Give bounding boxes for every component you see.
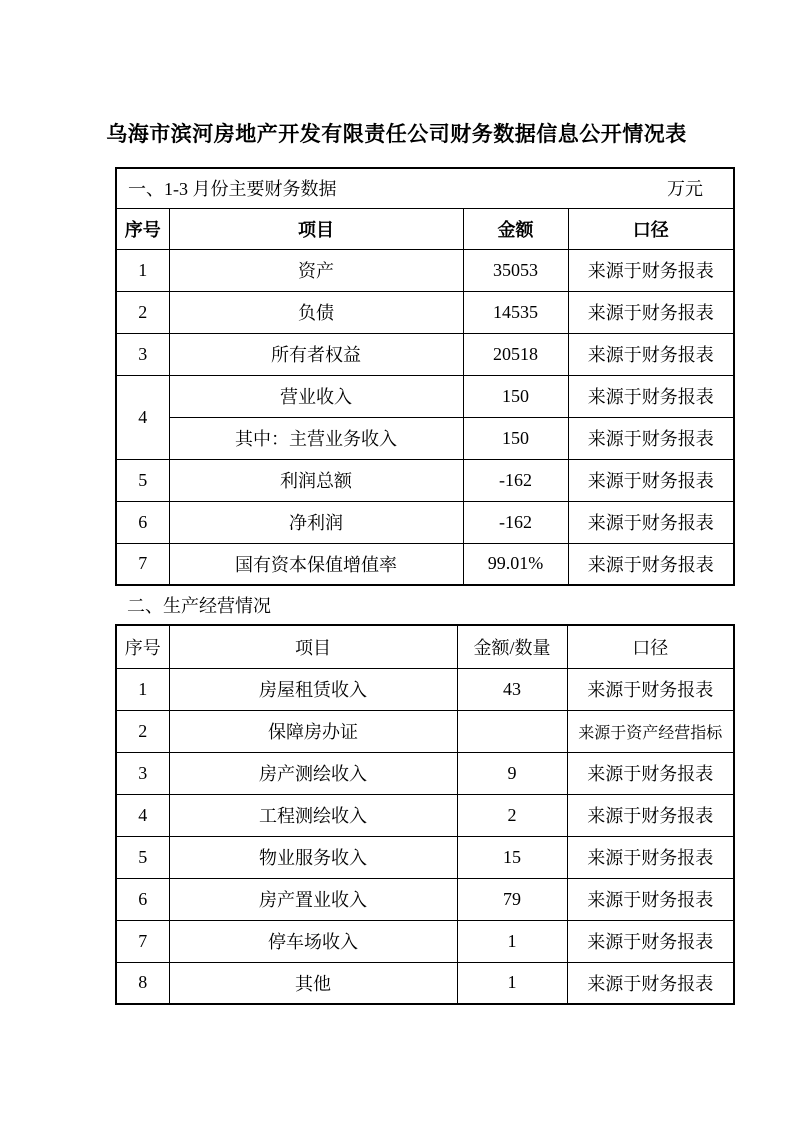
- table-header-row: [116, 208, 734, 249]
- source-cell: 来源于财务报表: [567, 878, 734, 920]
- item-cell: 所有者权益: [169, 333, 463, 375]
- table-row: [116, 710, 734, 752]
- amount-cell: 14535: [463, 291, 568, 333]
- section2-heading: 二、生产经营情况: [127, 596, 271, 616]
- financial-data-table: [115, 167, 735, 586]
- table-row: [116, 291, 734, 333]
- no-cell: 2: [116, 291, 169, 333]
- amount-cell: 35053: [463, 249, 568, 291]
- item-cell: 房屋租赁收入: [169, 668, 457, 710]
- source-cell: 来源于财务报表: [568, 501, 734, 543]
- amount-cell: 150: [463, 417, 568, 459]
- col-header-item: 项目: [169, 625, 457, 668]
- table-row: [116, 962, 734, 1004]
- no-cell: 3: [116, 752, 169, 794]
- source-cell: 来源于财务报表: [567, 752, 734, 794]
- item-cell: 净利润: [169, 501, 463, 543]
- amount-cell: 15: [457, 836, 567, 878]
- no-cell: 2: [116, 710, 169, 752]
- no-cell: 1: [116, 249, 169, 291]
- item-cell: 工程测绘收入: [169, 794, 457, 836]
- col-header-amount: 金额: [463, 208, 568, 249]
- table-row: [116, 459, 734, 501]
- item-cell: 利润总额: [169, 459, 463, 501]
- amount-cell: [457, 710, 567, 752]
- amount-cell: -162: [463, 459, 568, 501]
- table-row: [116, 249, 734, 291]
- source-cell: 来源于财务报表: [567, 920, 734, 962]
- item-cell: 物业服务收入: [169, 836, 457, 878]
- table-row: [116, 752, 734, 794]
- item-cell: 负债: [169, 291, 463, 333]
- amount-cell: 2: [457, 794, 567, 836]
- source-cell: 来源于财务报表: [568, 291, 734, 333]
- col-header-item: 项目: [169, 208, 463, 249]
- amount-cell: -162: [463, 501, 568, 543]
- item-cell: 房产测绘收入: [169, 752, 457, 794]
- table-row: [116, 836, 734, 878]
- table-row: [116, 375, 734, 417]
- source-cell: 来源于财务报表: [567, 836, 734, 878]
- item-cell: 营业收入: [169, 375, 463, 417]
- col-header-source: 口径: [567, 625, 734, 668]
- item-cell: 房产置业收入: [169, 878, 457, 920]
- item-cell: 其中：主营业务收入: [169, 417, 463, 459]
- unit-label: 万元: [667, 179, 703, 200]
- no-cell: 3: [116, 333, 169, 375]
- amount-cell: 99.01%: [463, 543, 568, 585]
- no-cell: 6: [116, 501, 169, 543]
- source-cell: 来源于财务报表: [568, 333, 734, 375]
- amount-cell: 20518: [463, 333, 568, 375]
- table-row: [116, 501, 734, 543]
- item-cell: 停车场收入: [169, 920, 457, 962]
- item-cell: 保障房办证: [169, 710, 457, 752]
- table-row: [116, 543, 734, 585]
- table-caption-row: [116, 168, 734, 208]
- table-row: [116, 417, 734, 459]
- production-operations-table: [115, 624, 735, 1005]
- table-row: [116, 920, 734, 962]
- no-cell: 7: [116, 543, 169, 585]
- table-row: [116, 333, 734, 375]
- amount-cell: 79: [457, 878, 567, 920]
- no-cell: 4: [116, 375, 169, 459]
- source-cell: 来源于财务报表: [568, 543, 734, 585]
- source-cell: 来源于财务报表: [567, 962, 734, 1004]
- document-title: 乌海市滨河房地产开发有限责任公司财务数据信息公开情况表: [106, 122, 687, 146]
- amount-cell: 43: [457, 668, 567, 710]
- table-row: [116, 668, 734, 710]
- no-cell: 7: [116, 920, 169, 962]
- no-cell: 5: [116, 836, 169, 878]
- source-cell: 来源于财务报表: [567, 794, 734, 836]
- col-header-source: 口径: [568, 208, 734, 249]
- amount-cell: 150: [463, 375, 568, 417]
- col-header-no: 序号: [116, 625, 169, 668]
- item-cell: 国有资本保值增值率: [169, 543, 463, 585]
- source-cell: 来源于财务报表: [568, 249, 734, 291]
- table-header-row: [116, 625, 734, 668]
- amount-cell: 1: [457, 920, 567, 962]
- amount-cell: 9: [457, 752, 567, 794]
- no-cell: 6: [116, 878, 169, 920]
- source-cell: 来源于资产经营指标: [567, 710, 734, 752]
- table-caption-cell: [116, 168, 734, 208]
- amount-cell: 1: [457, 962, 567, 1004]
- no-cell: 8: [116, 962, 169, 1004]
- item-cell: 资产: [169, 249, 463, 291]
- col-header-amount: 金额/数量: [457, 625, 567, 668]
- table-row: [116, 878, 734, 920]
- table-row: [116, 794, 734, 836]
- no-cell: 1: [116, 668, 169, 710]
- no-cell: 4: [116, 794, 169, 836]
- section1-caption: 一、1-3 月份主要财务数据: [128, 179, 337, 200]
- no-cell: 5: [116, 459, 169, 501]
- source-cell: 来源于财务报表: [568, 459, 734, 501]
- source-cell: 来源于财务报表: [567, 668, 734, 710]
- col-header-no: 序号: [116, 208, 169, 249]
- source-cell: 来源于财务报表: [568, 375, 734, 417]
- item-cell: 其他: [169, 962, 457, 1004]
- source-cell: 来源于财务报表: [568, 417, 734, 459]
